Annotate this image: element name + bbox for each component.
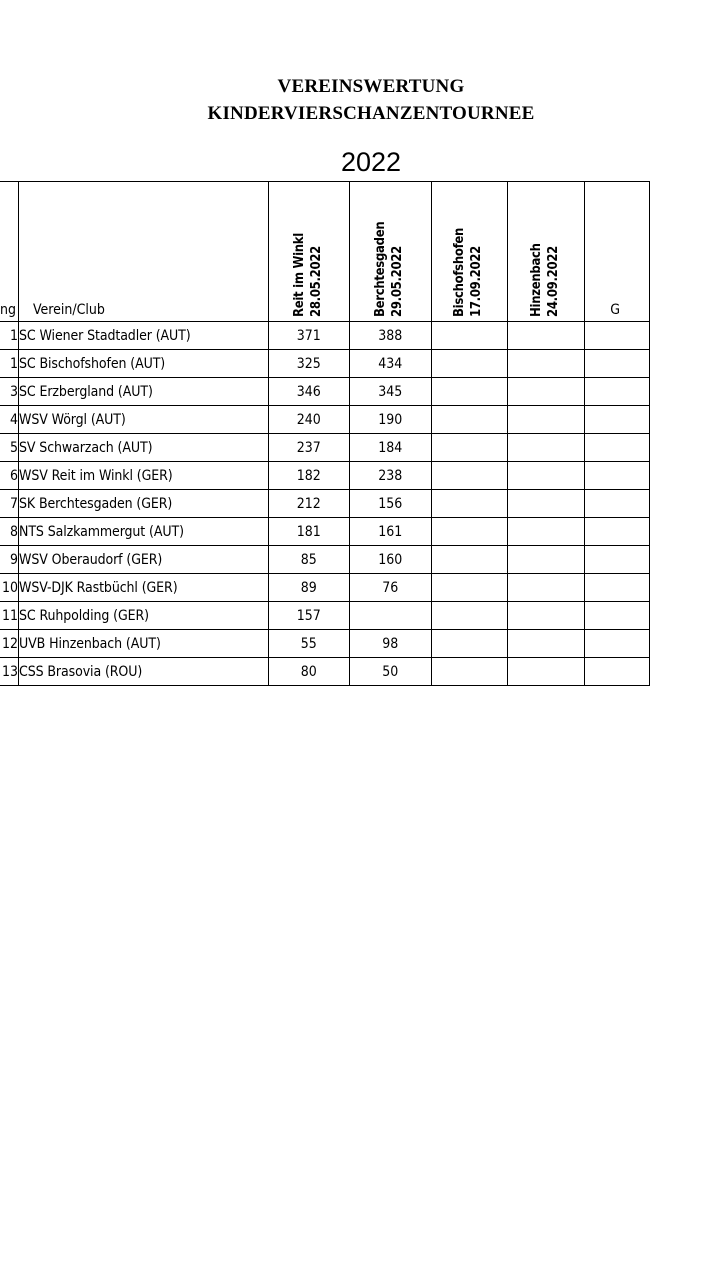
- club-cell: WSV Wörgl (AUT): [19, 406, 269, 434]
- event-3-date: 17.09.2022: [469, 246, 485, 317]
- table-row: [0, 602, 650, 630]
- score-cell-event-3: [431, 406, 508, 434]
- extra-cell: [585, 378, 650, 406]
- score-cell-event-2: 190: [350, 406, 431, 434]
- title-line-1: VEREINSWERTUNG: [277, 76, 465, 97]
- rank-cell: 1: [0, 350, 19, 378]
- score-cell-event-2: 76: [350, 574, 431, 602]
- score-cell-event-2: 160: [350, 546, 431, 574]
- header-event-1: [268, 182, 349, 322]
- rank-cell: 12: [0, 630, 19, 658]
- score-cell-event-4: [508, 630, 585, 658]
- score-cell-event-3: [431, 434, 508, 462]
- score-cell-event-4: [508, 490, 585, 518]
- extra-cell: [585, 658, 650, 686]
- rank-cell: 5: [0, 434, 19, 462]
- score-cell-event-1: 80: [268, 658, 349, 686]
- rank-cell: 11: [0, 602, 19, 630]
- extra-cell: [585, 350, 650, 378]
- event-1-name: Reit im Winkl: [291, 233, 307, 317]
- table-row: [0, 462, 650, 490]
- score-cell-event-4: [508, 406, 585, 434]
- table-row: [0, 350, 650, 378]
- header-rank: [0, 182, 19, 322]
- club-cell: SC Erzbergland (AUT): [19, 378, 269, 406]
- score-cell-event-3: [431, 518, 508, 546]
- score-cell-event-4: [508, 658, 585, 686]
- score-cell-event-2: 388: [350, 322, 431, 350]
- extra-cell: [585, 630, 650, 658]
- score-cell-event-1: 89: [268, 574, 349, 602]
- score-cell-event-2: [350, 602, 431, 630]
- event-3-name: Bischofshofen: [452, 227, 468, 317]
- score-cell-event-4: [508, 350, 585, 378]
- club-cell: SK Berchtesgaden (GER): [19, 490, 269, 518]
- table-row: [0, 658, 650, 686]
- score-cell-event-3: [431, 574, 508, 602]
- score-cell-event-2: 238: [350, 462, 431, 490]
- extra-cell: [585, 462, 650, 490]
- rank-cell: 8: [0, 518, 19, 546]
- extra-cell: [585, 490, 650, 518]
- club-cell: SC Ruhpolding (GER): [19, 602, 269, 630]
- rank-cell: 9: [0, 546, 19, 574]
- score-cell-event-3: [431, 630, 508, 658]
- extra-cell: [585, 574, 650, 602]
- score-cell-event-4: [508, 574, 585, 602]
- extra-cell: [585, 434, 650, 462]
- score-cell-event-1: 182: [268, 462, 349, 490]
- rank-cell: 3: [0, 378, 19, 406]
- club-cell: WSV Oberaudorf (GER): [19, 546, 269, 574]
- table-row: [0, 518, 650, 546]
- header-club: [19, 182, 269, 322]
- extra-cell: [585, 602, 650, 630]
- header-extra: [585, 182, 650, 322]
- score-cell-event-3: [431, 490, 508, 518]
- table-row: [0, 406, 650, 434]
- score-cell-event-1: 371: [268, 322, 349, 350]
- header-extra-label: G: [610, 302, 620, 318]
- header-event-4: [508, 182, 585, 322]
- score-cell-event-1: 237: [268, 434, 349, 462]
- club-cell: SC Wiener Stadtadler (AUT): [19, 322, 269, 350]
- score-cell-event-3: [431, 322, 508, 350]
- club-cell: CSS Brasovia (ROU): [19, 658, 269, 686]
- score-cell-event-1: 181: [268, 518, 349, 546]
- score-cell-event-1: 55: [268, 630, 349, 658]
- header-rank-label: ng: [0, 302, 16, 318]
- score-cell-event-1: 346: [268, 378, 349, 406]
- score-cell-event-3: [431, 350, 508, 378]
- score-cell-event-3: [431, 546, 508, 574]
- extra-cell: [585, 406, 650, 434]
- score-cell-event-1: 212: [268, 490, 349, 518]
- extra-cell: [585, 322, 650, 350]
- table-row: [0, 322, 650, 350]
- club-cell: SV Schwarzach (AUT): [19, 434, 269, 462]
- table-row: [0, 630, 650, 658]
- table-row: [0, 434, 650, 462]
- header-row: [0, 182, 650, 322]
- score-cell-event-2: 98: [350, 630, 431, 658]
- score-cell-event-1: 85: [268, 546, 349, 574]
- score-cell-event-1: 325: [268, 350, 349, 378]
- rank-cell: 1: [0, 322, 19, 350]
- score-cell-event-2: 156: [350, 490, 431, 518]
- extra-cell: [585, 518, 650, 546]
- score-cell-event-3: [431, 378, 508, 406]
- club-cell: NTS Salzkammergut (AUT): [19, 518, 269, 546]
- score-cell-event-4: [508, 462, 585, 490]
- rank-cell: 6: [0, 462, 19, 490]
- table-row: [0, 378, 650, 406]
- club-ranking-table: [0, 181, 650, 686]
- score-cell-event-1: 157: [268, 602, 349, 630]
- score-cell-event-2: 434: [350, 350, 431, 378]
- score-cell-event-3: [431, 462, 508, 490]
- score-cell-event-2: 161: [350, 518, 431, 546]
- score-cell-event-4: [508, 378, 585, 406]
- score-cell-event-4: [508, 518, 585, 546]
- rank-cell: 4: [0, 406, 19, 434]
- event-4-date: 24.09.2022: [546, 246, 562, 317]
- score-cell-event-4: [508, 546, 585, 574]
- year-heading: 2022: [340, 147, 402, 177]
- header-event-3: [431, 182, 508, 322]
- score-cell-event-2: 50: [350, 658, 431, 686]
- score-cell-event-4: [508, 434, 585, 462]
- score-cell-event-2: 345: [350, 378, 431, 406]
- club-cell: WSV Reit im Winkl (GER): [19, 462, 269, 490]
- event-2-date: 29.05.2022: [390, 246, 406, 317]
- score-cell-event-2: 184: [350, 434, 431, 462]
- rank-cell: 13: [0, 658, 19, 686]
- score-cell-event-1: 240: [268, 406, 349, 434]
- table-row: [0, 546, 650, 574]
- event-1-date: 28.05.2022: [308, 246, 324, 317]
- club-cell: UVB Hinzenbach (AUT): [19, 630, 269, 658]
- table-row: [0, 574, 650, 602]
- event-2-name: Berchtesgaden: [373, 221, 389, 317]
- event-4-name: Hinzenbach: [529, 243, 545, 317]
- score-cell-event-3: [431, 602, 508, 630]
- table-row: [0, 490, 650, 518]
- club-cell: WSV-DJK Rastbüchl (GER): [19, 574, 269, 602]
- title-line-2: KINDERVIERSCHANZENTOURNEE: [207, 103, 535, 124]
- header-event-2: [350, 182, 431, 322]
- score-cell-event-4: [508, 602, 585, 630]
- extra-cell: [585, 546, 650, 574]
- rank-cell: 10: [0, 574, 19, 602]
- club-cell: SC Bischofshofen (AUT): [19, 350, 269, 378]
- score-cell-event-4: [508, 322, 585, 350]
- rank-cell: 7: [0, 490, 19, 518]
- header-club-label: Verein/Club: [33, 302, 105, 318]
- score-cell-event-3: [431, 658, 508, 686]
